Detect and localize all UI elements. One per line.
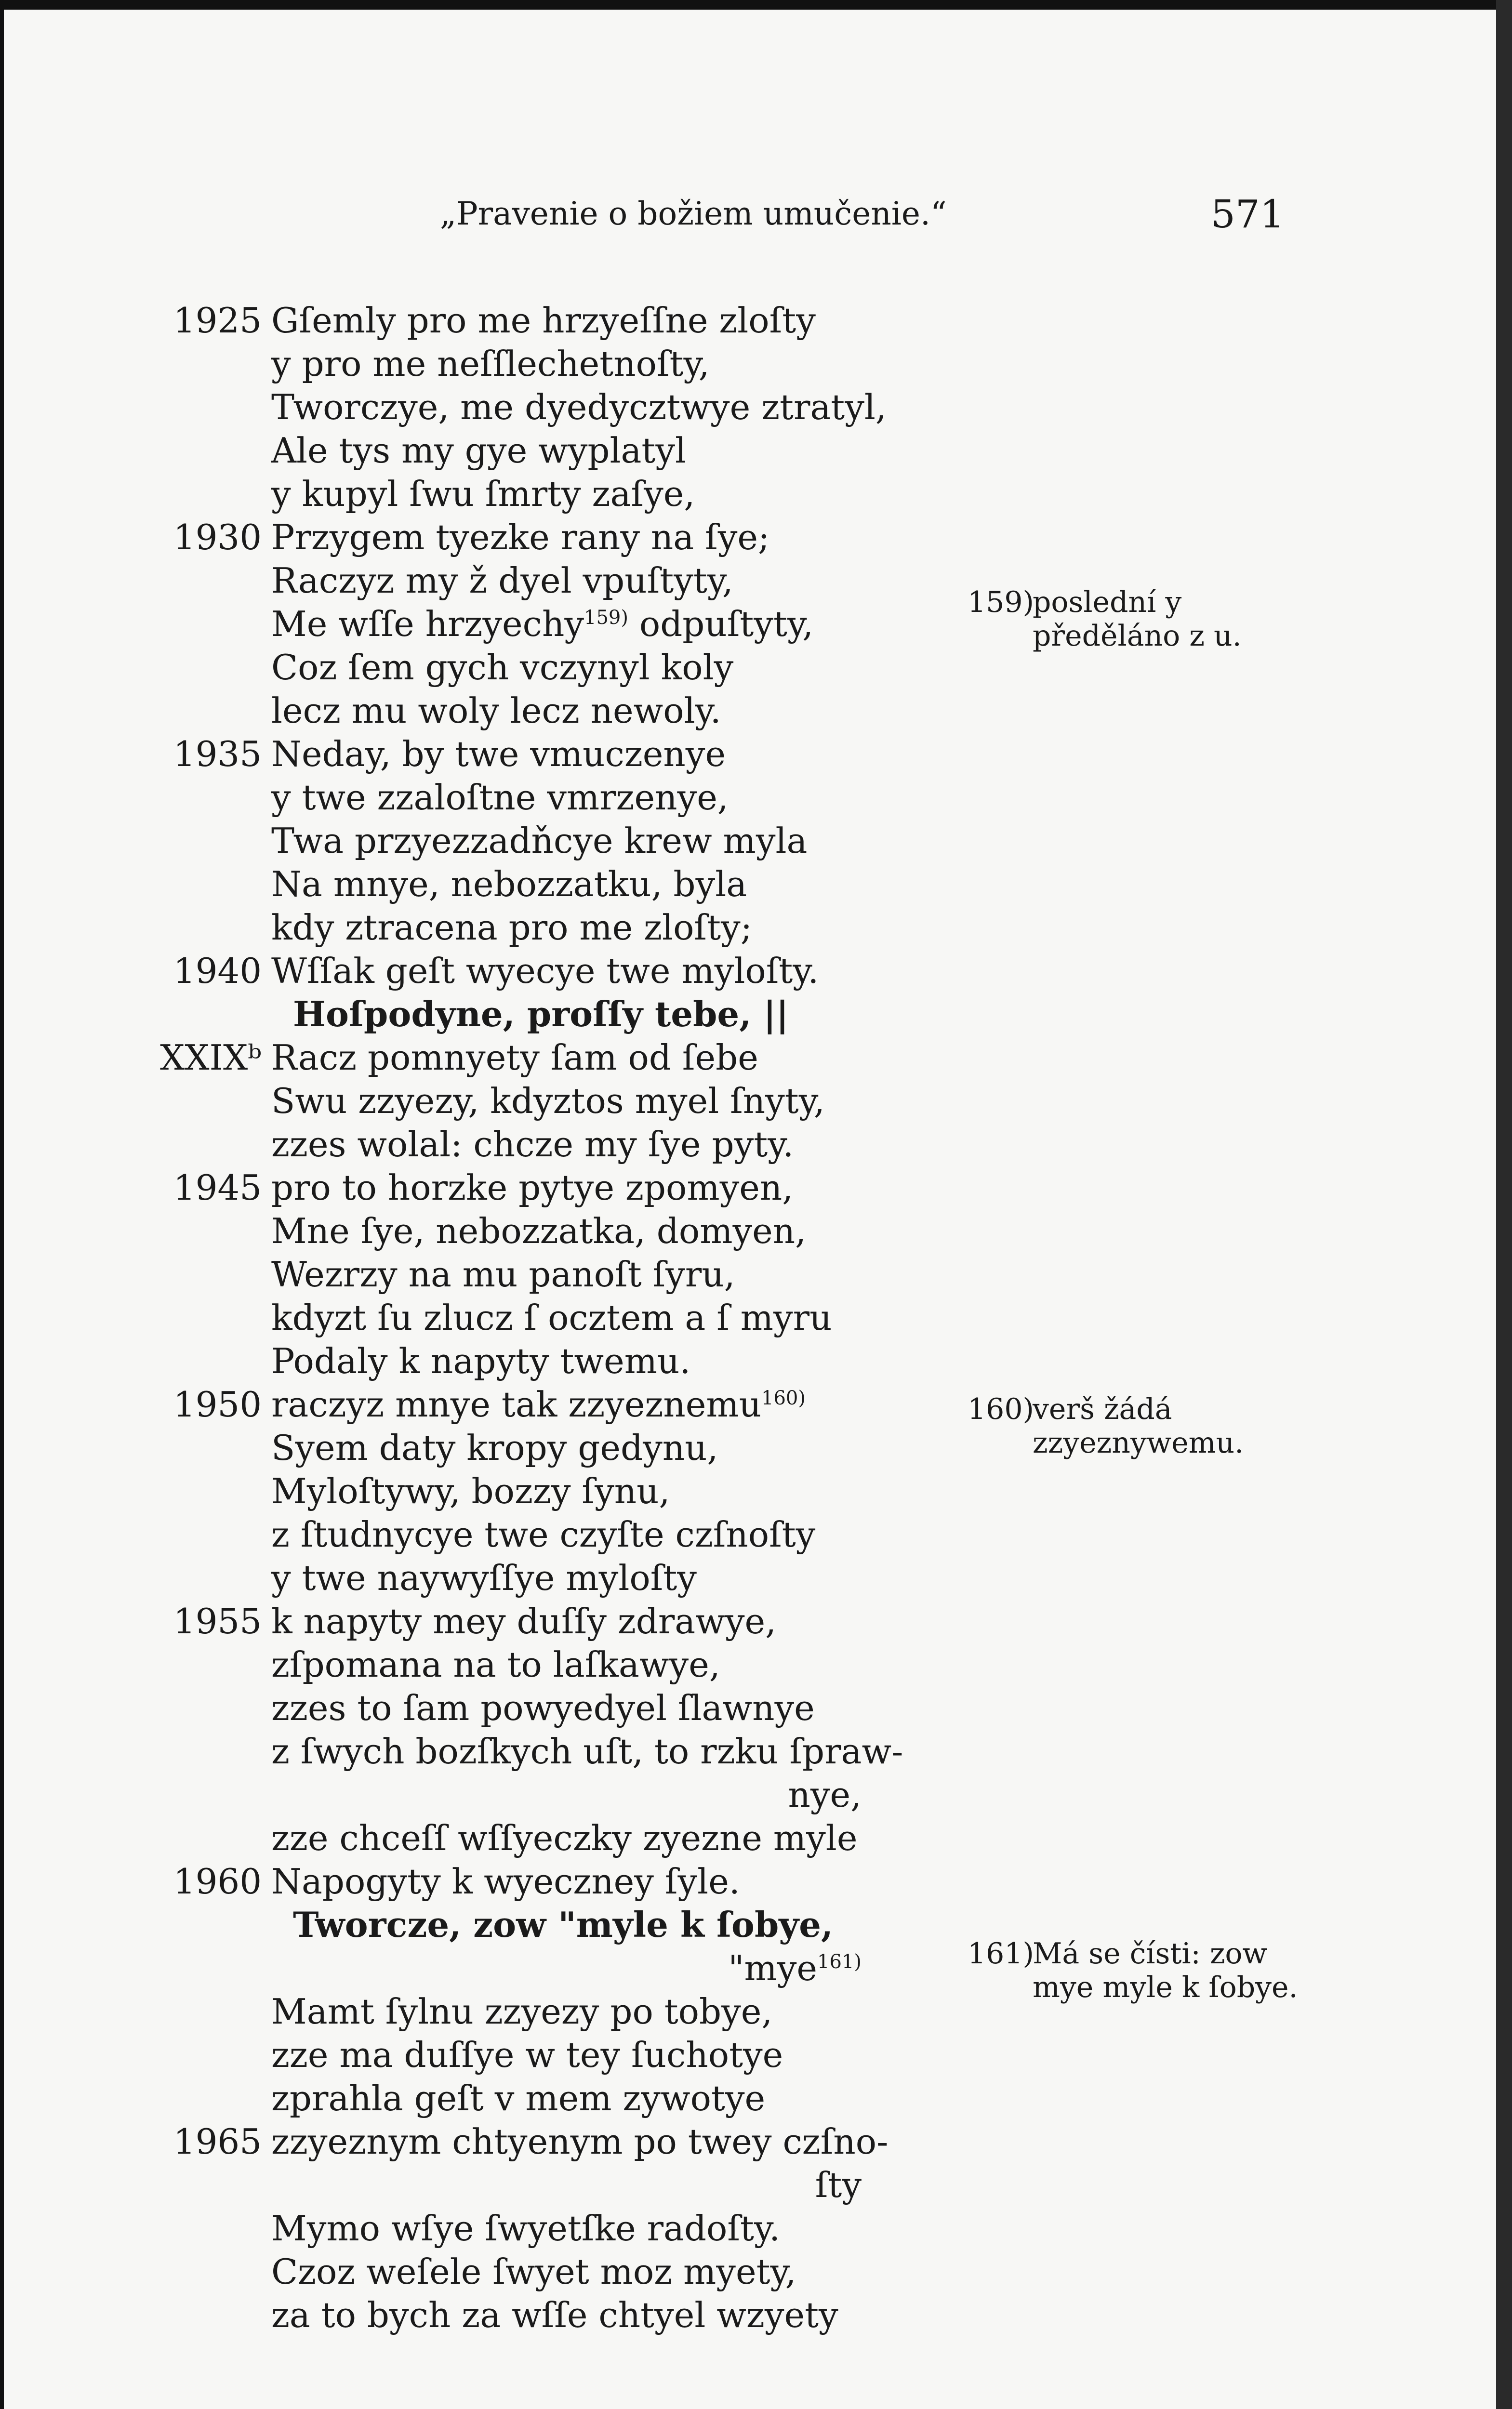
verse-text-main: zze chceſſ wſſyeczky zyezne myle	[271, 1818, 858, 1858]
line-number: 1935	[173, 734, 262, 774]
verse-text-main: Neday, by twe vmuczenye	[271, 734, 726, 774]
verse-text	[271, 1860, 740, 1903]
footnote-reference: 159)	[584, 607, 628, 629]
verse-line	[4, 1556, 968, 1600]
verse-text	[271, 2077, 765, 2120]
verse-text-main: Racz pomnyety ſam od ſebe	[271, 1037, 758, 1078]
verse-line	[4, 2120, 968, 2163]
verse-text-main: Wezrzy na mu panoſt ſyru,	[271, 1254, 735, 1295]
verse-text-main: y twe naywyſſye myloſty	[271, 1558, 697, 1598]
line-number: 1925	[173, 300, 262, 341]
verse-text	[271, 819, 807, 862]
verse-text-main: zze ma duſſye w tey ſuchotye	[271, 2035, 783, 2075]
verse-text-main: Wſſak geſt wyecye twe myloſty.	[271, 951, 819, 991]
verse-text-main: Podaly k napyty twemu.	[271, 1341, 691, 1381]
verse-line	[4, 1123, 968, 1166]
verse-line	[4, 1773, 968, 1816]
verse-line	[4, 1383, 968, 1426]
verse-line	[4, 732, 968, 776]
verse-text-main: "mye	[728, 1948, 818, 1988]
verse-text-main: pro to horzke pytye zpomyen,	[271, 1167, 794, 1208]
verse-text	[271, 689, 721, 732]
verse-text-main: Myloſtywy, bozzy ſynu,	[271, 1471, 670, 1511]
verse-text	[271, 1209, 806, 1253]
page-number: 571	[1211, 192, 1285, 237]
verse-text-main: Na mnye, nebozzatku, byla	[271, 864, 747, 904]
line-number: 1950	[173, 1384, 262, 1425]
verse-text-main: Przygem tyezke rany na ſye;	[271, 517, 770, 557]
verse-line	[4, 1686, 968, 1730]
verse-line	[4, 2163, 968, 2207]
verse-line	[4, 559, 968, 602]
verse-text-tail: odpuſtyty,	[628, 604, 813, 644]
line-number: 1940	[173, 951, 262, 991]
verse-line	[4, 1339, 968, 1383]
verse-text	[271, 732, 726, 776]
verse-text	[271, 429, 686, 472]
verse-text	[728, 1946, 862, 1990]
verse-line	[4, 1860, 968, 1903]
verse-text-main: Mymo wſye ſwyetſke radoſty.	[271, 2208, 780, 2249]
verse-text	[271, 342, 710, 385]
verse-line	[4, 385, 968, 429]
verse-text	[271, 1556, 697, 1600]
verse-line	[4, 776, 968, 819]
verse-line	[4, 2077, 968, 2120]
verse-text	[271, 472, 695, 516]
verse-line	[4, 1730, 968, 1773]
verse-line	[4, 1946, 968, 1990]
verse-text	[271, 602, 813, 646]
verse-text	[271, 776, 729, 819]
verse-text	[271, 1383, 806, 1426]
verse-line	[4, 1426, 968, 1469]
line-number: 1955	[173, 1601, 262, 1641]
verse-line	[4, 2293, 968, 2337]
verse-text	[271, 299, 816, 342]
verse-text	[271, 862, 747, 906]
verse-text-main: za to bych za wſſe chtyel wzyety	[271, 2295, 838, 2335]
verse-text	[271, 1426, 718, 1469]
verse-text-main: zzyeznym chtyenym po twey czſno-	[271, 2121, 889, 2162]
verse-line	[4, 2250, 968, 2293]
verse-text-main: Swu zzyezy, kdyztos myel ſnyty,	[271, 1081, 825, 1121]
verse-text-main: y pro me neſſlechetnoſty,	[271, 344, 710, 384]
verse-text	[271, 516, 769, 559]
verse-line	[4, 1079, 968, 1123]
footnote-mark: 160)	[968, 1392, 1034, 1426]
verse-line	[4, 646, 968, 689]
verse-line	[4, 516, 968, 559]
verse-line	[4, 2033, 968, 2077]
verse-text	[271, 2033, 783, 2077]
verse-line	[4, 1903, 968, 1946]
verse-text-main: zſpomana na to laſkawye,	[271, 1644, 720, 1685]
verse-line	[4, 906, 968, 949]
verse-text	[271, 1296, 832, 1339]
verse-text	[271, 1643, 720, 1686]
verse-text-main: Twa przyezzadňcye krew myla	[271, 821, 808, 861]
verse-text-main: Syem daty kropy gedynu,	[271, 1428, 718, 1468]
verse-text-main: Coz ſem gych vczynyl koly	[271, 647, 734, 688]
verse-lines	[4, 299, 968, 2337]
verse-line	[4, 1816, 968, 1860]
line-number: XXIXᵇ	[159, 1037, 262, 1078]
verse-text	[271, 1600, 776, 1643]
verse-text	[271, 2293, 838, 2337]
verse-text-main: zprahla geſt v mem zywotye	[271, 2078, 766, 2118]
verse-text	[271, 1469, 670, 1513]
verse-line	[4, 819, 968, 862]
footnote-reference: 160)	[761, 1387, 806, 1409]
verse-text-main: ſty	[815, 2165, 862, 2205]
verse-text	[271, 385, 887, 429]
line-number: 1945	[173, 1167, 262, 1208]
verse-line	[4, 1469, 968, 1513]
verse-text	[271, 1686, 815, 1730]
footnote-reference: 161)	[817, 1951, 862, 1973]
verse-line	[4, 1296, 968, 1339]
verse-text-main: z ſwych bozſkych uſt, to rzku ſpraw-	[271, 1731, 903, 1772]
verse-text	[815, 2163, 862, 2207]
verse-text-main: kdy ztracena pro me zloſty;	[271, 907, 752, 948]
verse-text	[271, 1079, 825, 1123]
verse-text-main: Raczyz my ž dyel vpuſtyty,	[271, 560, 733, 601]
footnote-text: Má se čísti: zow mye myle k ſobye.	[1033, 1937, 1298, 2004]
verse-text	[271, 1123, 794, 1166]
verse-text-main: k napyty mey duſſy zdrawye,	[271, 1601, 777, 1641]
verse-line	[4, 2207, 968, 2250]
verse-text-main: Tworczye, me dyedycztwye ztratyl,	[271, 387, 887, 427]
verse-text	[271, 1513, 815, 1556]
line-number: 1965	[173, 2121, 262, 2162]
verse-line	[4, 299, 968, 342]
verse-text	[271, 1253, 735, 1296]
verse-text	[271, 1730, 903, 1773]
footnote-text: verš žádá zzyeznywemu.	[1033, 1392, 1244, 1460]
verse-line	[4, 1036, 968, 1079]
verse-line	[4, 949, 968, 993]
verse-text-main: Gſemly pro me hrzyeſſne zloſty	[271, 300, 816, 341]
verse-line	[4, 429, 968, 472]
verse-text-main: y kupyl ſwu ſmrty zaſye,	[271, 474, 695, 514]
line-number: 1960	[173, 1861, 262, 1902]
verse-text-main: Tworcze, zow "myle k ſobye,	[293, 1904, 833, 1945]
verse-text-main: z ſtudnycye twe czyſte czſnoſty	[271, 1514, 816, 1555]
verse-text	[271, 2120, 888, 2163]
verse-line	[4, 1253, 968, 1296]
verse-text-main: Me wſſe hrzyechy	[271, 604, 584, 644]
verse-line	[4, 1513, 968, 1556]
verse-line	[4, 1600, 968, 1643]
footnote-text: poslední y předěláno z u.	[1033, 585, 1242, 653]
verse-line	[4, 689, 968, 732]
verse-line	[4, 1209, 968, 1253]
verse-line	[4, 1166, 968, 1209]
verse-text-main: Napogyty k wyeczney ſyle.	[271, 1861, 740, 1902]
verse-text-main: Mne ſye, nebozzatka, domyen,	[271, 1211, 807, 1251]
verse-text	[271, 906, 752, 949]
verse-text-main: kdyzt ſu zlucz ſ ocztem a ſ myru	[271, 1297, 832, 1338]
verse-text-main: Ale tys my gye wyplatyl	[271, 430, 687, 471]
verse-line	[4, 602, 968, 646]
verse-text	[788, 1773, 862, 1816]
verse-text	[293, 1903, 833, 1946]
verse-text	[293, 993, 789, 1036]
verse-text-main: lecz mu woly lecz newoly.	[271, 690, 721, 731]
verse-text-main: zzes wolal: chcze my ſye pyty.	[271, 1124, 794, 1165]
verse-text	[271, 949, 819, 993]
verse-text-main: nye,	[788, 1774, 862, 1815]
verse-line	[4, 993, 968, 1036]
verse-text-main: Czoz weſele ſwyet moz myety,	[271, 2251, 796, 2292]
verse-text-main: y twe zzaloſtne vmrzenye,	[271, 777, 729, 818]
verse-text	[271, 1990, 772, 2033]
verse-line	[4, 862, 968, 906]
line-number: 1930	[173, 517, 262, 557]
verse-line	[4, 342, 968, 385]
verse-text-main: Mamt ſylnu zzyezy po tobye,	[271, 1991, 773, 2032]
verse-text	[271, 2207, 780, 2250]
verse-text-main: Hoſpodyne, proſſy tebe, ||	[293, 993, 789, 1034]
verse-text	[271, 1166, 793, 1209]
footnote-mark: 161)	[968, 1937, 1034, 1971]
verse-text	[271, 2250, 796, 2293]
verse-line	[4, 1643, 968, 1686]
verse-line	[4, 472, 968, 516]
verse-line	[4, 1990, 968, 2033]
running-header: „Pravenie o božiem umučenie.“	[440, 195, 947, 232]
verse-text	[271, 559, 733, 602]
verse-text	[271, 646, 733, 689]
footnote-mark: 159)	[968, 585, 1034, 619]
verse-text	[271, 1339, 690, 1383]
verse-text-main: raczyz mnye tak zzyeznemu	[271, 1384, 761, 1425]
verse-text-main: zzes to ſam powyedyel ſlawnye	[271, 1688, 815, 1728]
verse-text	[271, 1036, 758, 1079]
verse-text	[271, 1816, 857, 1860]
